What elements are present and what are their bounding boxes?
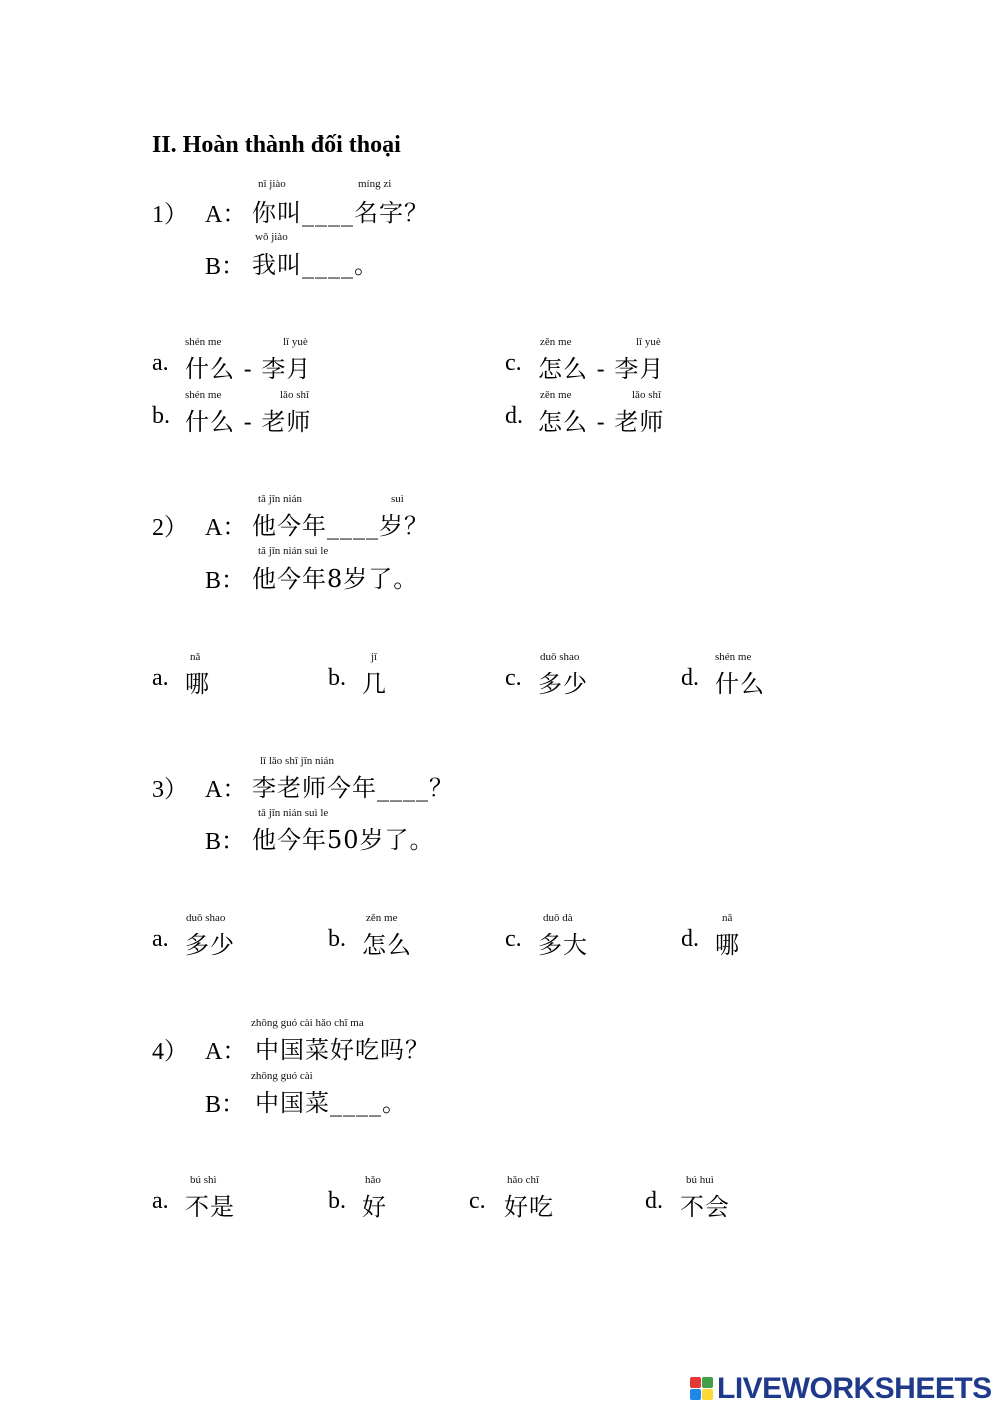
option-label: a. [152, 665, 169, 691]
option-label: d. [505, 403, 523, 429]
pinyin: bú huì [686, 1174, 714, 1186]
pinyin: zěn me [540, 389, 572, 401]
option-b[interactable]: 几 [362, 670, 387, 698]
pinyin: nǎ [190, 651, 201, 663]
pinyin: shén me [185, 389, 222, 401]
pinyin: tā jīn nián suì le [258, 545, 329, 557]
option-c[interactable]: 多大 [538, 931, 588, 959]
pinyin: zěn me [540, 336, 572, 348]
dialogue-line-b: 中国菜____。 [255, 1089, 407, 1117]
pinyin: nǎ [722, 912, 733, 924]
logo-square [702, 1389, 713, 1400]
dialogue-line-b: 我叫____。 [252, 251, 379, 279]
dialogue-line-a: 他今年____岁？ [252, 512, 429, 540]
pinyin: wǒ jiào [255, 231, 288, 243]
pinyin: shén me [185, 336, 222, 348]
pinyin: hǎo [365, 1174, 381, 1186]
option-label: c. [505, 926, 522, 952]
pinyin: lǐ yuè [636, 336, 661, 348]
speaker-a: A： [205, 1039, 247, 1065]
pinyin: hǎo chī [507, 1174, 540, 1186]
pinyin: lǐ lǎo shī jīn nián [260, 755, 334, 767]
question-number: 1） [152, 202, 188, 228]
option-d[interactable]: 哪 [715, 931, 740, 959]
pinyin: lǐ yuè [283, 336, 308, 348]
option-c[interactable]: 好吃 [504, 1193, 554, 1221]
dialogue-line-a: 中国菜好吃吗？ [255, 1036, 430, 1064]
option-d[interactable]: 什么 [715, 670, 765, 698]
brand-name[interactable]: LIVEWORKSHEETS [717, 1372, 992, 1405]
speaker-a: A： [205, 202, 247, 228]
speaker-b: B： [205, 568, 246, 594]
option-d[interactable]: 怎么 - 老师 [538, 408, 665, 436]
option-c[interactable]: 怎么 - 李月 [538, 355, 665, 383]
pinyin: duō shao [540, 651, 580, 663]
option-label: b. [328, 1188, 346, 1214]
pinyin: lǎo shī [280, 389, 310, 401]
pinyin: zhōng guó cài hǎo chī ma [251, 1017, 364, 1029]
dialogue-line-a: 你叫____名字？ [252, 199, 429, 227]
pinyin: zhōng guó cài [251, 1070, 313, 1082]
pinyin: duō dà [543, 912, 573, 924]
option-label: b. [152, 403, 170, 429]
pinyin: jǐ [371, 651, 378, 663]
pinyin: zěn me [366, 912, 398, 924]
option-label: c. [469, 1188, 486, 1214]
question-number: 4） [152, 1039, 188, 1065]
dialogue-line-b: 他今年8岁了。 [252, 565, 419, 593]
speaker-a: A： [205, 777, 247, 803]
option-label: c. [505, 665, 522, 691]
pinyin: tā jīn nián [258, 493, 302, 505]
option-label: a. [152, 926, 169, 952]
pinyin: míng zi [358, 178, 392, 190]
speaker-b: B： [205, 1092, 246, 1118]
speaker-b: B： [205, 254, 246, 280]
option-label: a. [152, 1188, 169, 1214]
speaker-a: A： [205, 515, 247, 541]
question-number: 3） [152, 777, 188, 803]
pinyin: suì [391, 493, 404, 505]
option-b[interactable]: 好 [362, 1193, 387, 1221]
option-label: d. [681, 665, 699, 691]
option-c[interactable]: 多少 [538, 670, 588, 698]
speaker-b: B： [205, 829, 246, 855]
option-label: d. [645, 1188, 663, 1214]
logo-square [690, 1377, 701, 1388]
option-a[interactable]: 哪 [185, 670, 210, 698]
option-label: c. [505, 350, 522, 376]
liveworksheets-logo-icon [690, 1377, 714, 1401]
pinyin: bú shì [190, 1174, 217, 1186]
option-a[interactable]: 什么 - 李月 [185, 355, 312, 383]
question-number: 2） [152, 515, 188, 541]
pinyin: duō shao [186, 912, 226, 924]
pinyin: lǎo shī [632, 389, 662, 401]
option-a[interactable]: 多少 [185, 931, 235, 959]
option-b[interactable]: 什么 - 老师 [185, 408, 312, 436]
option-label: a. [152, 350, 169, 376]
option-label: b. [328, 926, 346, 952]
section-title: II. Hoàn thành đối thoại [152, 132, 401, 158]
pinyin: shén me [715, 651, 752, 663]
dialogue-line-a: 李老师今年____？ [252, 774, 454, 802]
pinyin: tā jīn nián suì le [258, 807, 329, 819]
option-b[interactable]: 怎么 [362, 931, 412, 959]
option-label: b. [328, 665, 346, 691]
logo-square [702, 1377, 713, 1388]
pinyin: nǐ jiào [258, 178, 286, 190]
option-label: d. [681, 926, 699, 952]
option-a[interactable]: 不是 [185, 1193, 235, 1221]
option-d[interactable]: 不会 [680, 1193, 730, 1221]
dialogue-line-b: 他今年50岁了。 [252, 826, 435, 854]
logo-square [690, 1389, 701, 1400]
